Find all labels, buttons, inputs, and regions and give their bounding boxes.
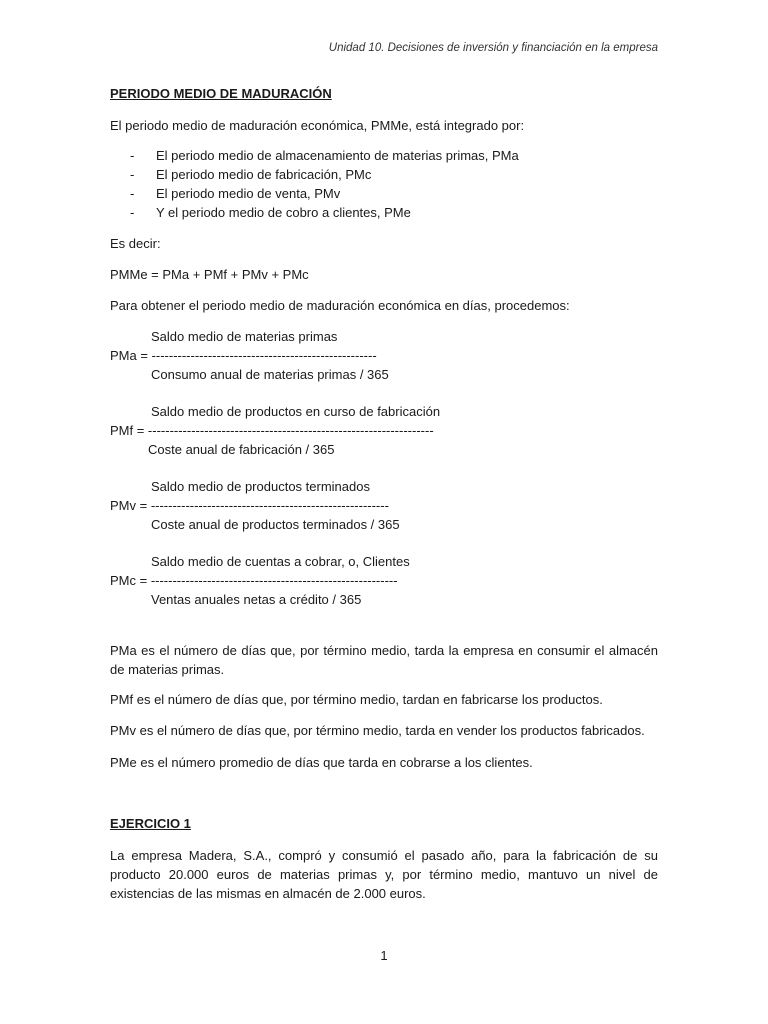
page-header: Unidad 10. Decisiones de inversión y financiación en la empresa — [328, 42, 658, 54]
fraction-denominator: Ventas anuales netas a crédito / 365 — [151, 592, 362, 607]
definition-pma: PMa es el número de días que, por término medio, tarda la empresa en consumir el almacén de materias primas. — [110, 643, 658, 677]
bullet-marker: - — [130, 186, 135, 201]
es-decir-text: Es decir: — [110, 236, 161, 251]
bullet-item: El periodo medio de almacenamiento de materias primas, PMa — [156, 148, 519, 163]
bullet-item: Y el periodo medio de cobro a clientes, PMe — [156, 205, 411, 220]
exercise-text: La empresa Madera, S.A., compró y consumió el pasado año, para la fabricación de su producto 20.000 euros de materias primas y, por término medio, mantuvo un nivel de existencias de las mismas en almacén de 2.000 euros. — [110, 848, 658, 901]
bullet-marker: - — [130, 167, 135, 182]
page-number: 1 — [380, 948, 388, 963]
fraction-numerator: Saldo medio de productos terminados — [151, 479, 370, 494]
bullet-item: El periodo medio de venta, PMv — [156, 186, 341, 201]
formula: PMMe = PMa + PMf + PMv + PMc — [110, 267, 309, 282]
exercise-title: EJERCICIO 1 — [110, 816, 191, 831]
fraction-numerator: Saldo medio de cuentas a cobrar, o, Clientes — [151, 554, 410, 569]
intro-paragraph: El periodo medio de maduración económica, PMMe, está integrado por: — [110, 118, 525, 133]
bullet-marker: - — [130, 205, 135, 220]
section-title: PERIODO MEDIO DE MADURACIÓN — [110, 86, 332, 101]
definition-pmv: PMv es el número de días que, por término medio, tarda en vender los productos fabricados. — [110, 723, 645, 738]
fraction-denominator: Coste anual de fabricación / 365 — [148, 442, 335, 457]
fraction-label: PMf = ------------------------------------------------------------------ — [110, 423, 434, 438]
definition-pmf: PMf es el número de días que, por término medio, tardan en fabricarse los productos. — [110, 692, 603, 707]
definition-pme: PMe es el número promedio de días que tarda en cobrarse a los clientes. — [110, 755, 533, 770]
fraction-label: PMv = ------------------------------------------------------- — [110, 498, 389, 513]
fraction-denominator: Coste anual de productos terminados / 365 — [151, 517, 400, 532]
fraction-label: PMa = ---------------------------------------------------- — [110, 348, 377, 363]
fraction-label: PMc = --------------------------------------------------------- — [110, 573, 398, 588]
fraction-numerator: Saldo medio de materias primas — [151, 329, 338, 344]
fraction-denominator: Consumo anual de materias primas / 365 — [151, 367, 389, 382]
bullet-marker: - — [130, 148, 135, 163]
fraction-numerator: Saldo medio de productos en curso de fabricación — [151, 404, 441, 419]
bullet-item: El periodo medio de fabricación, PMc — [156, 167, 372, 182]
para-obtener-text: Para obtener el periodo medio de maduración económica en días, procedemos: — [110, 298, 570, 313]
